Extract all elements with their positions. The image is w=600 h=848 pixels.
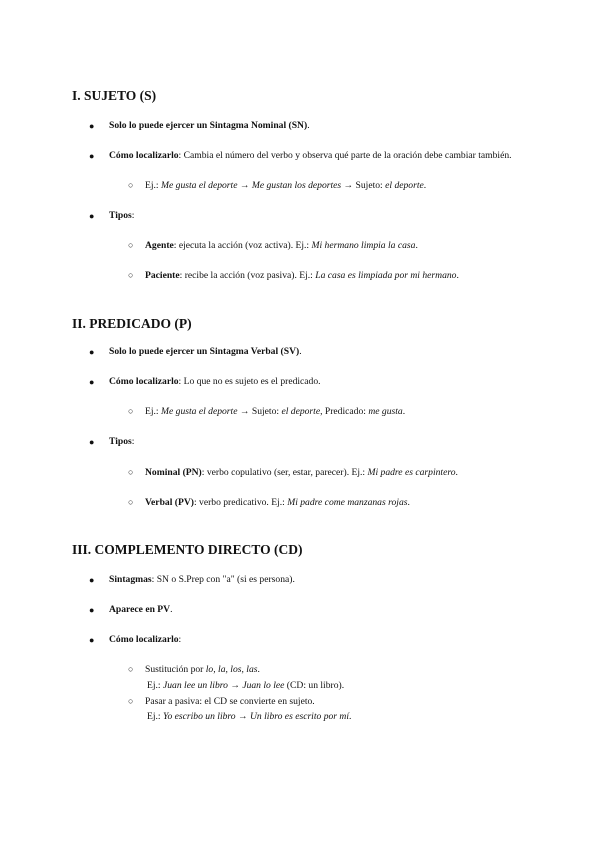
bullet-disc-icon: ● bbox=[89, 211, 95, 221]
bullet-disc-icon: ● bbox=[89, 575, 95, 585]
bullet-disc-icon: ● bbox=[89, 121, 95, 131]
bullet-disc-icon: ● bbox=[89, 635, 95, 645]
example-line: Ej.: Yo escribo un libro → Un libro es escrito por mí. bbox=[147, 711, 352, 722]
bullet-disc-icon: ● bbox=[89, 347, 95, 357]
section-heading-complemento-directo: III. COMPLEMENTO DIRECTO (CD) bbox=[72, 542, 303, 557]
example-line: Ej.: Juan lee un libro → Juan lo lee (CD: un libro). bbox=[147, 680, 345, 691]
bullet-disc-icon: ● bbox=[89, 151, 95, 161]
bullet-circle-icon: ○ bbox=[128, 467, 134, 477]
bullet-circle-icon: ○ bbox=[128, 497, 134, 507]
section-heading-predicado: II. PREDICADO (P) bbox=[72, 316, 192, 331]
section-heading-sujeto: I. SUJETO (S) bbox=[72, 88, 157, 103]
bullet-circle-icon: ○ bbox=[128, 270, 134, 280]
bullet-circle-icon: ○ bbox=[128, 240, 134, 250]
bullet-circle-icon: ○ bbox=[128, 406, 134, 416]
bullet-disc-icon: ● bbox=[89, 605, 95, 615]
bullet-circle-icon: ○ bbox=[128, 664, 134, 674]
bullet-circle-icon: ○ bbox=[128, 180, 134, 190]
bullet-disc-icon: ● bbox=[89, 377, 95, 387]
bullet-disc-icon: ● bbox=[89, 437, 95, 447]
bullet-circle-icon: ○ bbox=[128, 696, 134, 706]
